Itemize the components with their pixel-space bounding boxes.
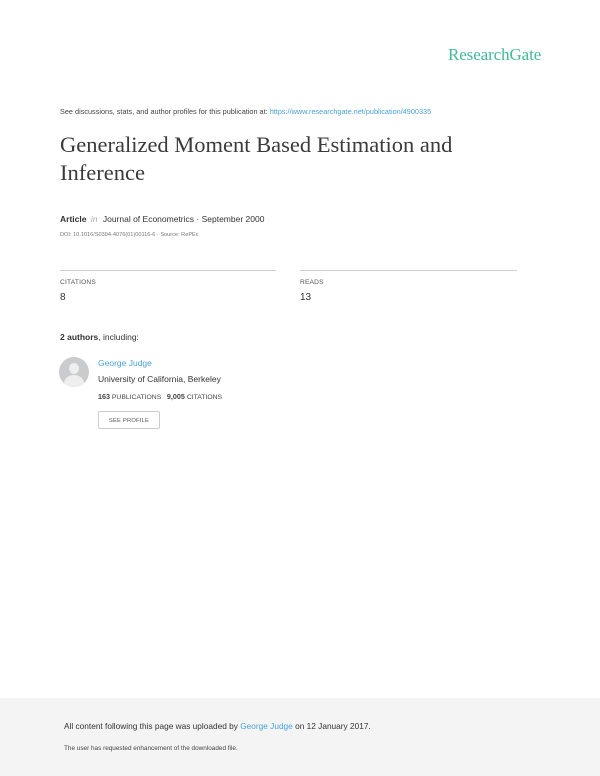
discussion-prefix: See discussions, stats, and author profiles for this publication at: <box>60 107 268 116</box>
authors-heading <box>60 332 139 342</box>
see-profile-button[interactable]: SEE PROFILE <box>98 411 160 429</box>
author-affiliation: University of California, Berkeley <box>98 374 221 384</box>
author-publications-label: PUBLICATIONS <box>111 394 162 401</box>
in-word: in <box>90 214 98 224</box>
author-name-link[interactable]: George Judge <box>98 358 152 368</box>
author-citations-count: 9,005 <box>166 392 185 401</box>
author-citations-label: CITATIONS <box>186 394 223 401</box>
reads-divider <box>300 270 517 271</box>
author-stats <box>98 392 222 401</box>
footer-panel <box>0 698 600 776</box>
publication-meta <box>60 214 264 224</box>
doi-source: DOI: 10.1016/S0304-4076(01)00116-6 · Source: RePEc <box>60 232 199 238</box>
publication-link[interactable]: https://www.researchgate.net/publication/4900335 <box>269 107 432 116</box>
upload-suffix: on 12 January 2017. <box>295 721 371 731</box>
authors-count: 2 authors <box>60 332 99 342</box>
reads-label: READS <box>300 279 324 286</box>
requested-note: The user has requested enhancement of the downloaded file. <box>64 745 238 752</box>
publication-title: Generalized Moment Based Estimation and Inference <box>60 132 453 185</box>
reads-value: 13 <box>300 292 312 303</box>
researchgate-logo[interactable]: ResearchGate <box>448 45 542 64</box>
citations-divider <box>60 270 276 271</box>
discussion-line <box>60 107 431 116</box>
citations-label: CITATIONS <box>60 279 96 286</box>
upload-notice <box>64 721 371 731</box>
avatar-body <box>64 375 84 387</box>
author-publications-count: 163 <box>98 392 110 401</box>
publication-type: Article <box>60 214 87 224</box>
avatar-head <box>69 363 79 374</box>
journal-date: Journal of Econometrics · September 2000 <box>102 214 265 224</box>
citations-value: 8 <box>60 292 66 303</box>
avatar[interactable] <box>59 357 89 387</box>
uploader-link[interactable]: George Judge <box>240 721 293 731</box>
upload-prefix: All content following this page was uploaded by <box>64 721 238 731</box>
authors-including: , including: <box>98 332 139 342</box>
